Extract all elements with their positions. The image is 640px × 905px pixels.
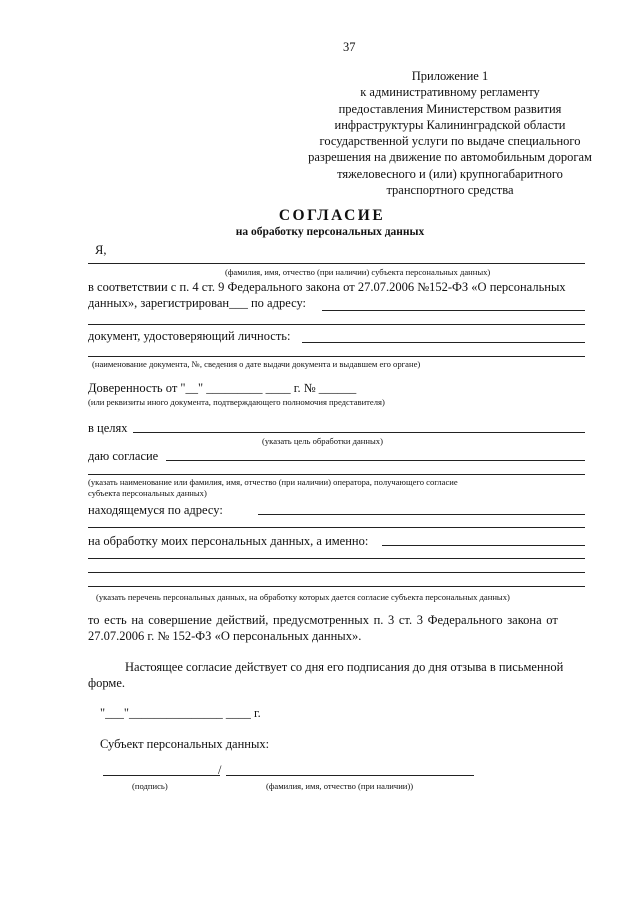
proxy-hint: (или реквизиты иного документа, подтверждающего полномочия представителя) (88, 397, 385, 407)
appendix-block (300, 68, 600, 198)
ya-label: Я, (95, 243, 107, 257)
located-line[interactable] (258, 514, 585, 515)
law-line-1: в соответствии с п. 4 ст. 9 Федерального закона от 27.07.2006 №152-ФЗ «О персональных (88, 280, 566, 294)
date-field[interactable]: "___"_______________ ____ г. (100, 706, 261, 720)
subject-label: Субъект персональных данных: (100, 737, 270, 751)
purpose-line[interactable] (133, 432, 585, 433)
address-line[interactable] (322, 310, 585, 311)
processing-line-2[interactable] (88, 558, 585, 559)
appendix-line: государственной услуги по выдаче специального (319, 134, 581, 149)
signature-fio-line[interactable] (226, 775, 474, 776)
consent-line-2[interactable] (88, 474, 585, 475)
signature-separator: / (218, 763, 222, 777)
consent-label: даю согласие (88, 449, 159, 463)
list-hint: (указать перечень персональных данных, на обработку которых дается согласие субъекта персональных данных) (96, 592, 510, 602)
document-subtitle: на обработку персональных данных (235, 226, 425, 238)
appendix-line: транспортного средства (386, 183, 514, 198)
document-hint: (наименование документа, №, сведения о дате выдачи документа и выдавшем его органе) (92, 359, 421, 369)
validity-line-1: Настоящее согласие действует со дня его подписания до дня отзыва в письменной (125, 660, 564, 674)
actions-line-2: 27.07.2006 г. № 152-ФЗ «О персональных данных». (88, 629, 362, 643)
document-line[interactable] (302, 342, 585, 343)
document-label: документ, удостоверяющий личность: (88, 329, 291, 343)
operator-hint-1: (указать наименование или фамилия, имя, отчество (при наличии) оператора, получающего согласие (88, 477, 458, 487)
appendix-line: Приложение 1 (411, 69, 489, 83)
located-line-2[interactable] (88, 527, 585, 528)
fio-line[interactable] (88, 263, 585, 264)
processing-line[interactable] (382, 545, 585, 546)
actions-line-1: то есть на совершение действий, предусмотренных п. 3 ст. 3 Федерального закона от (88, 613, 558, 627)
appendix-line: тяжеловесного и (или) крупногабаритного (337, 166, 563, 181)
appendix-line: предоставления Министерством развития (338, 101, 562, 116)
consent-line[interactable] (166, 460, 585, 461)
appendix-line: разрешения на движение по автомобильным дорогам (308, 150, 592, 165)
processing-line-4[interactable] (88, 586, 585, 587)
validity-line-2: форме. (88, 676, 125, 690)
document-title: СОГЛАСИЕ (278, 207, 386, 224)
law-line-2: данных», зарегистрирован___ по адресу: (88, 296, 307, 310)
proxy-label: Доверенность от "__" _________ ____ г. № ______ (88, 381, 357, 395)
signature-line[interactable] (103, 775, 220, 776)
signature-fio-hint: (фамилия, имя, отчество (при наличии)) (266, 781, 414, 791)
appendix-line: инфраструктуры Калининградской области (334, 117, 566, 132)
signature-hint: (подпись) (132, 781, 168, 791)
appendix-line: к административному регламенту (360, 85, 540, 100)
processing-label: на обработку моих персональных данных, а именно: (88, 534, 369, 548)
fio-hint: (фамилия, имя, отчество (при наличии) субъекта персональных данных) (225, 267, 491, 277)
located-label: находящемуся по адресу: (88, 503, 223, 517)
purpose-label: в целях (88, 421, 128, 435)
document-line-2[interactable] (88, 356, 585, 357)
page-number: 37 (343, 40, 356, 54)
operator-hint-2: субъекта персональных данных) (88, 488, 207, 498)
purpose-hint: (указать цель обработки данных) (262, 436, 383, 446)
processing-line-3[interactable] (88, 572, 585, 573)
address-line-2[interactable] (88, 324, 585, 325)
